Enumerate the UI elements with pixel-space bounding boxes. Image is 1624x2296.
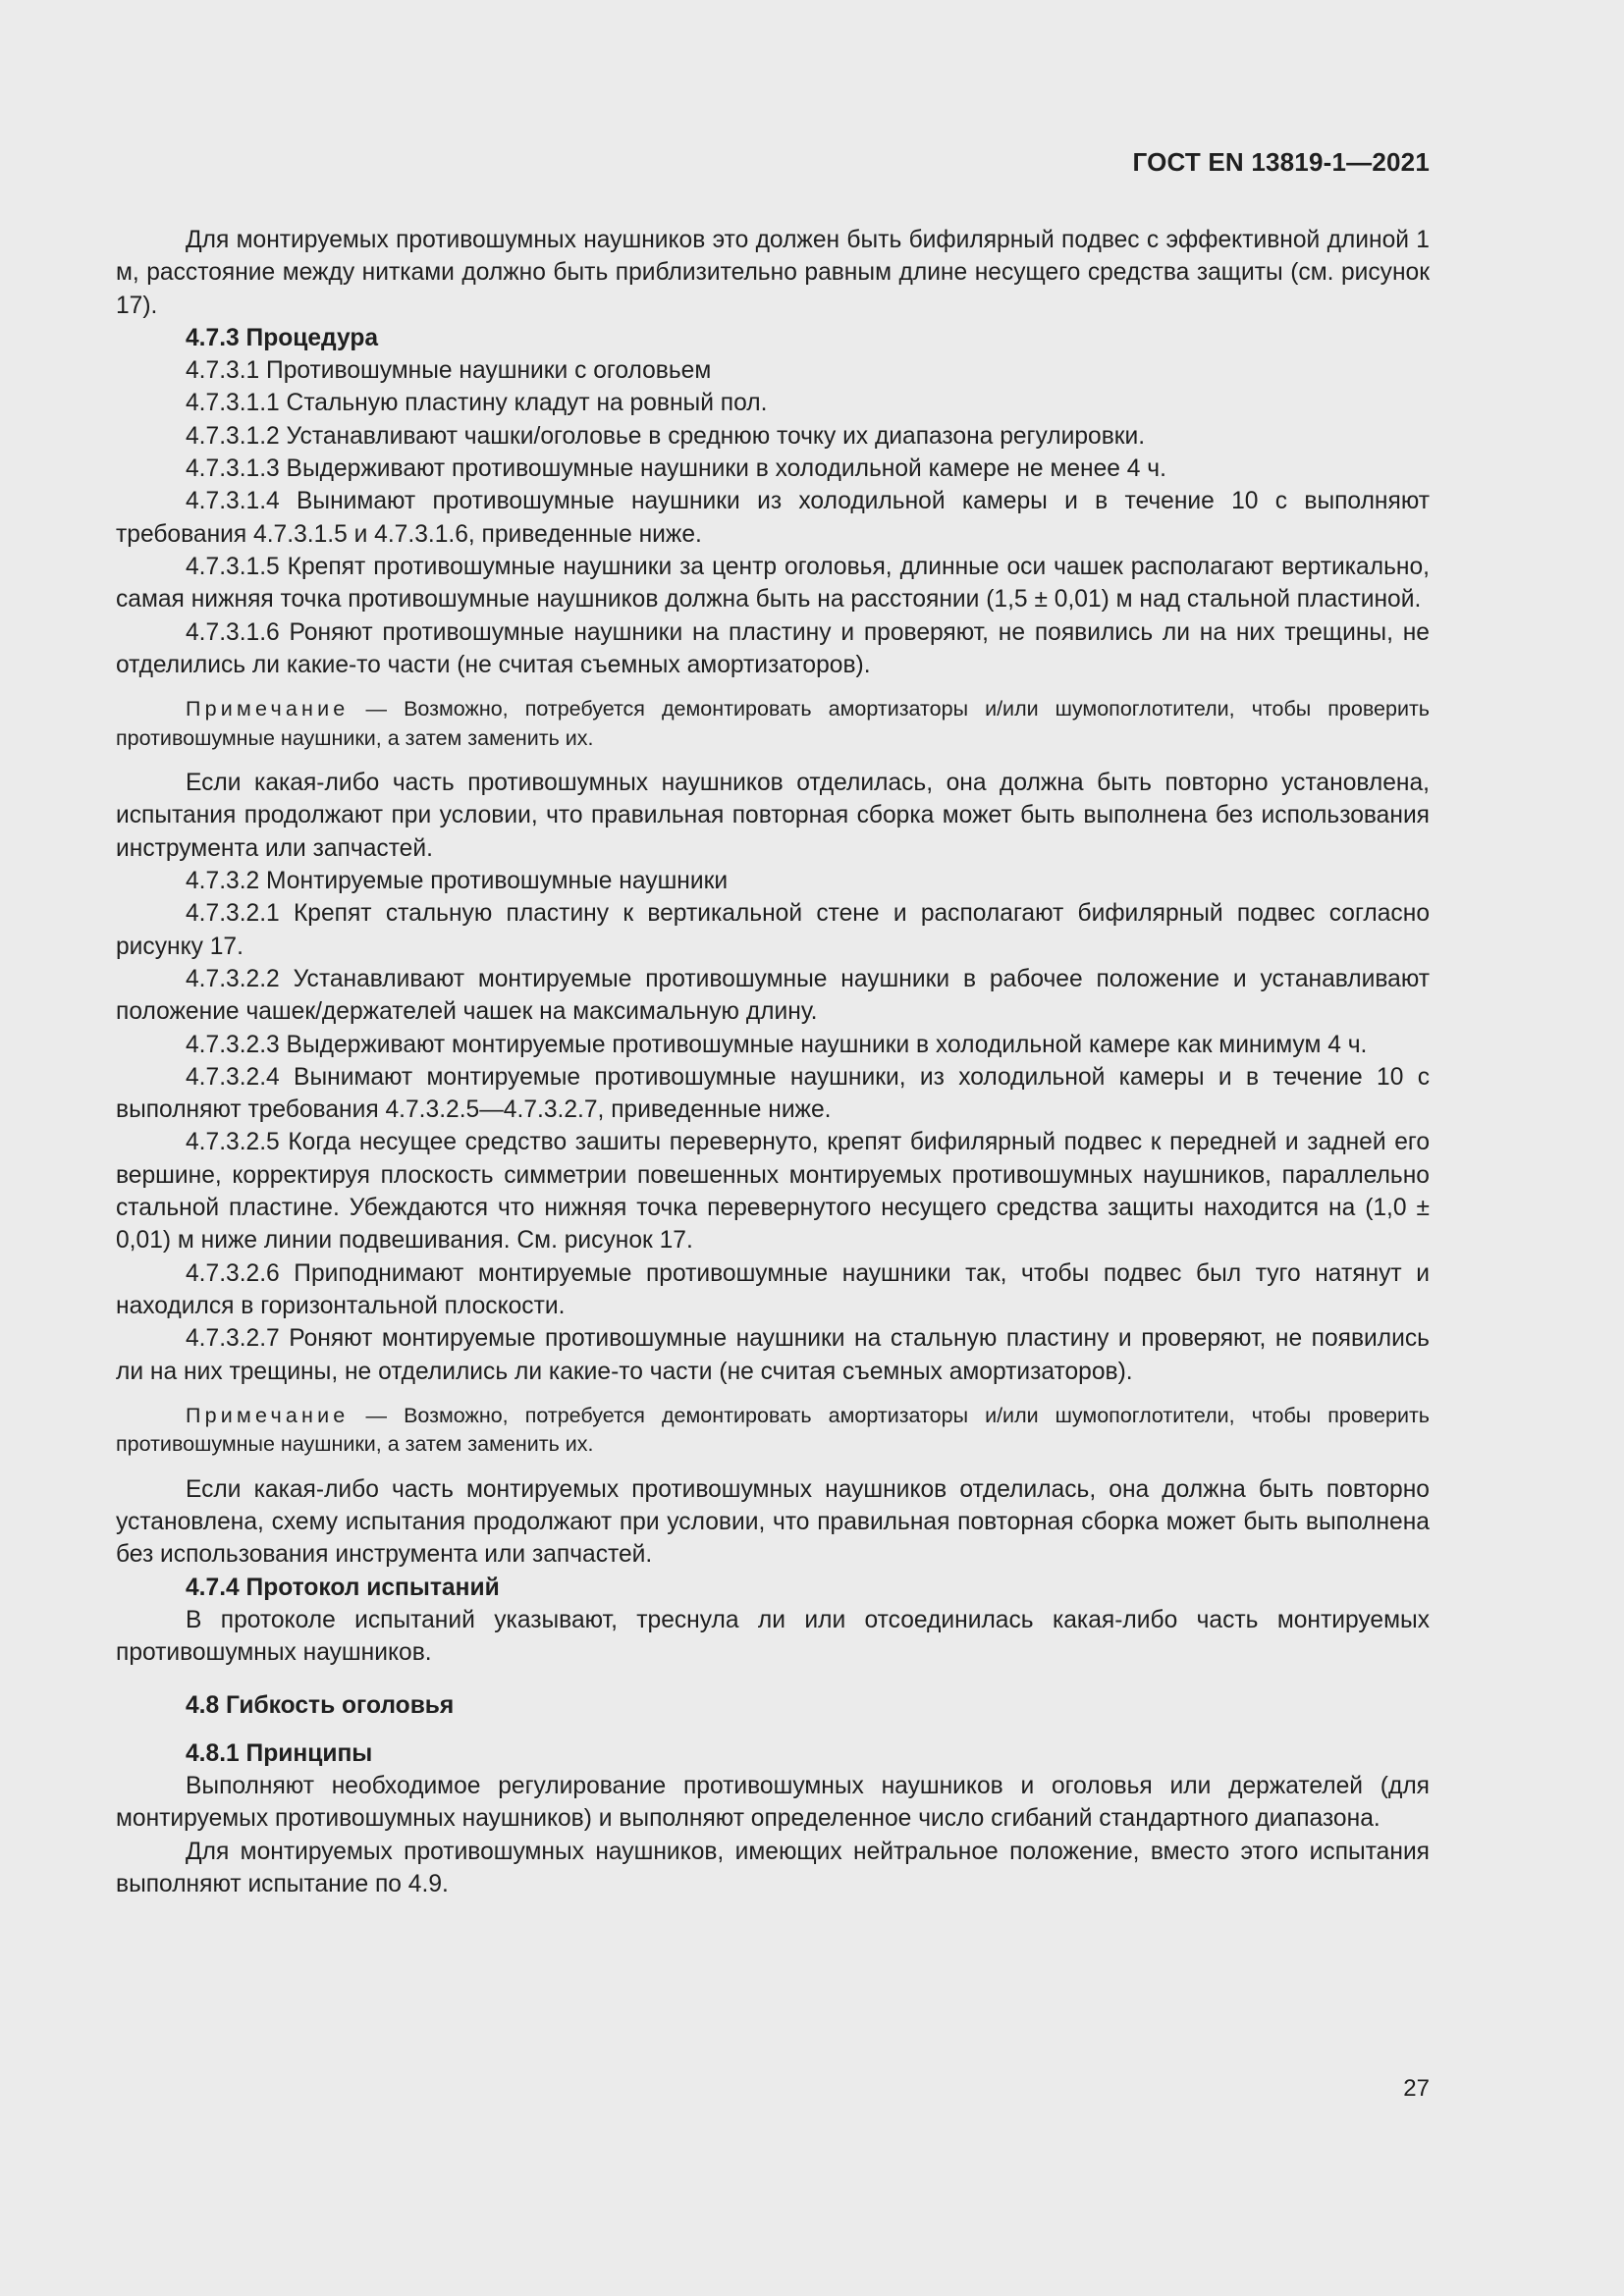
section-heading-4-8-1: 4.8.1 Принципы	[186, 1739, 373, 1767]
clause-4-7-3-1-3: 4.7.3.1.3 Выдерживают противошумные наушники в холодильной камере не менее 4 ч.	[186, 455, 1166, 483]
document-id-header: ГОСТ EN 13819-1—2021	[1132, 147, 1430, 177]
note-text: — Возможно, потребуется демонтировать амортизаторы и/или шумопоглотители, чтобы проверить противошумные наушники, а затем заменить их.	[116, 697, 1430, 750]
paragraph: Если какая-либо часть монтируемых противошумных наушников отделилась, она должна быть повторно установлена, схему испытания продолжают при условии, что правильная повторная сборка может быть выполнена без использования инструмента или запчастей.	[116, 1475, 1430, 1569]
section-heading-4-7-3: 4.7.3 Процедура	[186, 324, 379, 351]
note	[116, 695, 1430, 753]
paragraph: Выполняют необходимое регулирование противошумных наушников и оголовья или держателей (для монтируемых противошумных наушников) и выполняют определенное число сгибаний стандартного диапазона.	[116, 1773, 1430, 1833]
paragraph: Для монтируемых противошумных наушников, имеющих нейтральное положение, вместо этого испытания выполняют испытание по 4.9.	[116, 1838, 1430, 1898]
clause-4-7-3-2-1: 4.7.3.2.1 Крепят стальную пластину к вертикальной стене и располагают бифилярный подвес согласно рисунку 17.	[116, 900, 1430, 960]
note-label: Примечание	[186, 1403, 350, 1427]
note-text: — Возможно, потребуется демонтировать амортизаторы и/или шумопоглотители, чтобы проверить противошумные наушники, а затем заменить их.	[116, 1403, 1430, 1457]
clause-4-7-3-2-2: 4.7.3.2.2 Устанавливают монтируемые противошумные наушники в рабочее положение и устанавливают положение чашек/держателей чашек на максимальную длину.	[116, 965, 1430, 1026]
clause-4-7-3-2-6: 4.7.3.2.6 Приподнимают монтируемые противошумные наушники так, чтобы подвес был туго натянут и находился в горизонтальной плоскости.	[116, 1259, 1430, 1319]
page-number: 27	[1403, 2075, 1430, 2102]
clause-4-7-3-1: 4.7.3.1 Противошумные наушники с оголовьем	[186, 357, 712, 385]
clause-4-7-3-2: 4.7.3.2 Монтируемые противошумные наушники	[186, 868, 729, 895]
section-heading-4-7-4: 4.7.4 Протокол испытаний	[186, 1574, 500, 1601]
paragraph: Если какая-либо часть противошумных наушников отделилась, она должна быть повторно установлена, испытания продолжают при условии, что правильная повторная сборка может быть выполнена без использования инструмента или запчастей.	[116, 770, 1430, 862]
page-body	[116, 224, 1430, 1900]
clause-4-7-3-2-3: 4.7.3.2.3 Выдерживают монтируемые противошумные наушники в холодильной камере как минимум 4 ч.	[186, 1031, 1368, 1058]
paragraph: В протоколе испытаний указывают, треснула ли или отсоединилась какая-либо часть монтируемых противошумных наушников.	[116, 1606, 1430, 1667]
clause-4-7-3-2-4: 4.7.3.2.4 Вынимают монтируемые противошумные наушники, из холодильной камеры и в течение 10 с выполняют требования 4.7.3.2.5—4.7.3.2.7, приведенные ниже.	[116, 1063, 1430, 1124]
clause-4-7-3-1-6: 4.7.3.1.6 Роняют противошумные наушники на пластину и проверяют, не появились ли на них трещины, не отделились ли какие-то части (не считая съемных амортизаторов).	[116, 618, 1430, 678]
clause-4-7-3-1-1: 4.7.3.1.1 Стальную пластину кладут на ровный пол.	[186, 390, 768, 417]
clause-4-7-3-2-7: 4.7.3.2.7 Роняют монтируемые противошумные наушники на стальную пластину и проверяют, не появились ли на них трещины, не отделились ли какие-то части (не считая съемных амортизаторов).	[116, 1325, 1430, 1385]
clause-4-7-3-1-4: 4.7.3.1.4 Вынимают противошумные наушники из холодильной камеры и в течение 10 с выполняют требования 4.7.3.1.5 и 4.7.3.1.6, приведенные ниже.	[116, 488, 1430, 548]
section-heading-4-8: 4.8 Гибкость оголовья	[186, 1691, 455, 1719]
clause-4-7-3-1-5: 4.7.3.1.5 Крепят противошумные наушники за центр оголовья, длинные оси чашек располагают вертикально, самая нижняя точка противошумные наушников должна быть на расстоянии (1,5 ± 0,01) м над стальной пластиной.	[116, 553, 1430, 614]
clause-4-7-3-2-5: 4.7.3.2.5 Когда несущее средство зашиты перевернуто, крепят бифилярный подвес к передней и задней его вершине, корректируя плоскость симметрии повешенных монтируемых противошумных наушников, параллельно стальной пластине. Убеждаются что нижняя точка перевернутого несущего средства защиты находится на (1,0 ± 0,01) м ниже линии подвешивания. См. рисунок 17.	[116, 1129, 1430, 1255]
paragraph: Для монтируемых противошумных наушников это должен быть бифилярный подвес с эффективной длиной 1 м, расстояние между нитками должно быть приблизительно равным длине несущего средства защиты (см. рисунок 17).	[116, 227, 1430, 319]
clause-4-7-3-1-2: 4.7.3.1.2 Устанавливают чашки/оголовье в среднюю точку их диапазона регулировки.	[186, 422, 1146, 450]
note-label: Примечание	[186, 697, 350, 721]
note	[116, 1402, 1430, 1460]
